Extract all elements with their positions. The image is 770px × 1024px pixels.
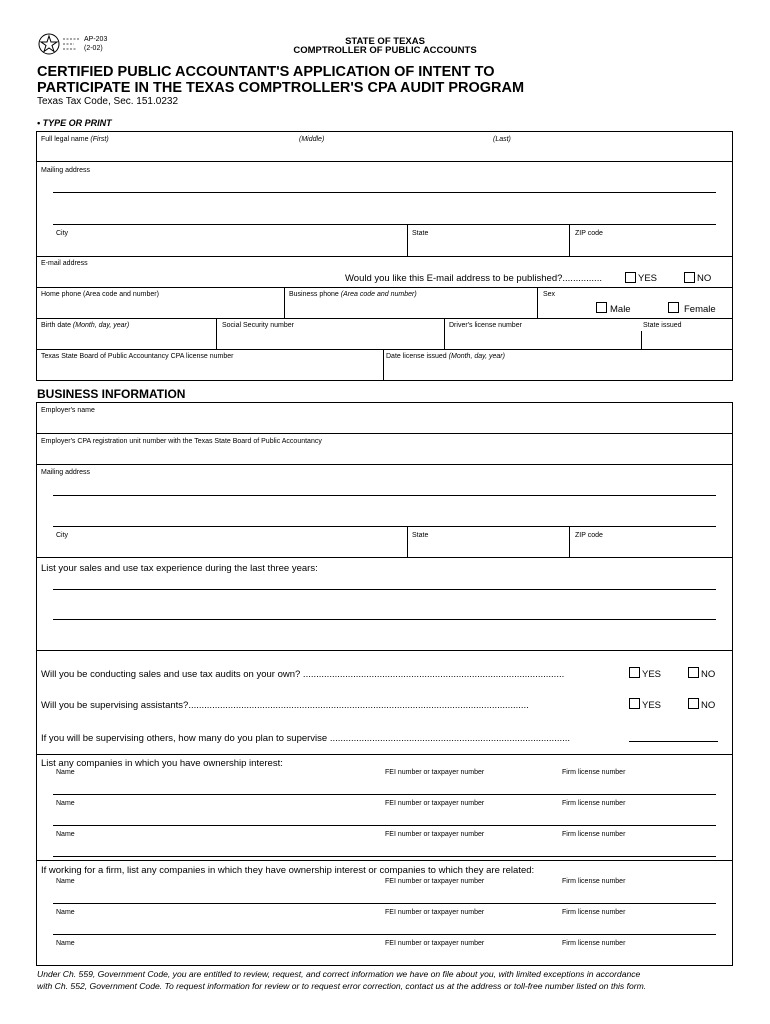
type-or-print-instruction: • TYPE OR PRINT xyxy=(37,118,112,128)
privacy-notice-line2: with Ch. 552, Government Code. To request information for review or to request error correction, contact us at the address or toll-free number listed on this form. xyxy=(37,981,647,991)
statute-reference: Texas Tax Code, Sec. 151.0232 xyxy=(37,96,179,107)
mailing-address-field[interactable] xyxy=(41,167,731,223)
email-publish-no-label: NO xyxy=(697,273,712,284)
supervising-yes-label: YES xyxy=(642,700,662,711)
employer-cpa-unit-label: Employer's CPA registration unit number with the Texas State Board of Public Accountancy xyxy=(41,438,322,445)
own-audits-yes-label: YES xyxy=(642,669,662,680)
date-issued-hint: (Month, day, year) xyxy=(448,353,505,360)
email-publish-no-checkbox[interactable] xyxy=(684,272,695,283)
zip-label: ZIP code xyxy=(575,230,603,237)
ownership-col-firm: Firm license number xyxy=(562,769,626,776)
own-audits-no-label: NO xyxy=(701,669,716,680)
firm-related-row-1[interactable] xyxy=(53,887,716,904)
employer-cpa-unit-field[interactable] xyxy=(41,438,731,463)
business-mailing-address-label: Mailing address xyxy=(41,469,91,476)
ownership-col-fei: FEI number or taxpayer number xyxy=(385,831,485,838)
ownership-col-firm: Firm license number xyxy=(562,800,626,807)
ownership-row-2[interactable] xyxy=(53,809,716,826)
full-name-field[interactable] xyxy=(41,136,731,160)
email-publish-yes-checkbox[interactable] xyxy=(625,272,636,283)
female-label: Female xyxy=(684,304,716,315)
firm-col-firm: Firm license number xyxy=(562,909,626,916)
business-phone-field[interactable] xyxy=(289,291,534,316)
email-publish-question: Would you like this E-mail address to be published?............... xyxy=(345,273,602,284)
business-state-label: State xyxy=(412,532,429,539)
email-publish-yes-label: YES xyxy=(638,273,658,284)
business-phone-hint: (Area code and number) xyxy=(340,291,417,298)
agency-heading: COMPTROLLER OF PUBLIC ACCOUNTS xyxy=(293,45,477,56)
ownership-row-3[interactable] xyxy=(53,840,716,857)
home-phone-label: Home phone (Area code and number) xyxy=(41,291,159,298)
privacy-notice-line1: Under Ch. 559, Government Code, you are entitled to review, request, and correct information we have on file about you, with limited exceptions in accordance xyxy=(37,969,641,979)
ownership-col-name: Name xyxy=(56,769,75,776)
male-label: Male xyxy=(610,304,631,315)
cpa-license-label: Texas State Board of Public Accountancy CPA license number xyxy=(41,353,234,360)
firm-related-row-3[interactable] xyxy=(53,949,716,963)
first-name-hint: (First) xyxy=(90,136,109,143)
page-title-line2: PARTICIPATE IN THE TEXAS COMPTROLLER'S CPA AUDIT PROGRAM xyxy=(37,80,525,96)
ssn-field[interactable] xyxy=(222,322,442,347)
business-city-label: City xyxy=(56,532,69,539)
ownership-col-name: Name xyxy=(56,800,75,807)
sex-label: Sex xyxy=(543,291,556,298)
home-phone-field[interactable] xyxy=(41,291,281,316)
firm-col-name: Name xyxy=(56,909,75,916)
firm-related-heading: If working for a firm, list any companies in which they have ownership interest or companies to which they are related: xyxy=(41,865,535,876)
firm-col-fei: FEI number or taxpayer number xyxy=(385,909,485,916)
ownership-col-fei: FEI number or taxpayer number xyxy=(385,769,485,776)
ownership-col-name: Name xyxy=(56,831,75,838)
full-name-label: Full legal name xyxy=(41,136,89,143)
birth-date-hint: (Month, day, year) xyxy=(72,322,130,329)
birth-date-label: Birth date xyxy=(41,322,71,329)
tax-experience-field[interactable] xyxy=(53,575,716,621)
city-label: City xyxy=(56,230,69,237)
ssn-label: Social Security number xyxy=(222,322,294,329)
cpa-license-field[interactable] xyxy=(41,353,379,379)
middle-name-hint: (Middle) xyxy=(299,136,325,143)
employer-name-field[interactable] xyxy=(41,407,731,431)
ownership-col-fei: FEI number or taxpayer number xyxy=(385,800,485,807)
supervising-no-checkbox[interactable] xyxy=(688,698,699,709)
female-checkbox[interactable] xyxy=(668,302,679,313)
firm-col-firm: Firm license number xyxy=(562,940,626,947)
firm-col-name: Name xyxy=(56,878,75,885)
date-issued-label: Date license issued xyxy=(386,353,447,360)
birth-date-field[interactable] xyxy=(41,322,213,347)
state-issued-label: State issued xyxy=(643,322,682,329)
page-title-line1: CERTIFIED PUBLIC ACCOUNTANT'S APPLICATION OF INTENT TO xyxy=(37,64,495,80)
male-checkbox[interactable] xyxy=(596,302,607,313)
email-field[interactable] xyxy=(41,260,341,285)
ownership-row-1[interactable] xyxy=(53,778,716,795)
form-date: (2-02) xyxy=(84,45,103,52)
how-many-supervise-question: If you will be supervising others, how many do you plan to supervise ........................................................................................... xyxy=(41,733,571,744)
own-audits-no-checkbox[interactable] xyxy=(688,667,699,678)
seal-text-mark xyxy=(62,36,80,52)
state-label: State xyxy=(412,230,429,237)
email-label: E-mail address xyxy=(41,260,88,267)
firm-col-name: Name xyxy=(56,940,75,947)
state-issued-field[interactable] xyxy=(643,322,731,347)
supervising-no-label: NO xyxy=(701,700,716,711)
last-name-hint: (Last) xyxy=(493,136,511,143)
firm-related-row-2[interactable] xyxy=(53,918,716,935)
drivers-license-label: Driver's license number xyxy=(449,322,522,329)
business-information-heading: BUSINESS INFORMATION xyxy=(37,387,186,401)
form-number: AP-203 xyxy=(84,36,108,43)
how-many-supervise-field[interactable] xyxy=(629,730,718,742)
mailing-address-label: Mailing address xyxy=(41,167,91,174)
tax-experience-question: List your sales and use tax experience during the last three years: xyxy=(41,563,318,574)
business-mailing-address-field[interactable] xyxy=(41,469,731,525)
firm-col-firm: Firm license number xyxy=(562,878,626,885)
firm-col-fei: FEI number or taxpayer number xyxy=(385,878,485,885)
ownership-col-firm: Firm license number xyxy=(562,831,626,838)
texas-seal-icon xyxy=(37,33,61,55)
ownership-interest-heading: List any companies in which you have ownership interest: xyxy=(41,758,283,769)
state-heading: STATE OF TEXAS xyxy=(345,36,425,47)
business-phone-label: Business phone xyxy=(289,291,339,298)
firm-col-fei: FEI number or taxpayer number xyxy=(385,940,485,947)
supervising-yes-checkbox[interactable] xyxy=(629,698,640,709)
business-zip-label: ZIP code xyxy=(575,532,603,539)
date-license-issued-field[interactable] xyxy=(386,353,731,379)
employer-name-label: Employer's name xyxy=(41,407,95,414)
own-audits-yes-checkbox[interactable] xyxy=(629,667,640,678)
supervising-question: Will you be supervising assistants?................................................................................................................................. xyxy=(41,700,529,711)
own-audits-question: Will you be conducting sales and use tax audits on your own? ................................................................................................... xyxy=(41,669,565,680)
drivers-license-field[interactable] xyxy=(449,322,639,347)
